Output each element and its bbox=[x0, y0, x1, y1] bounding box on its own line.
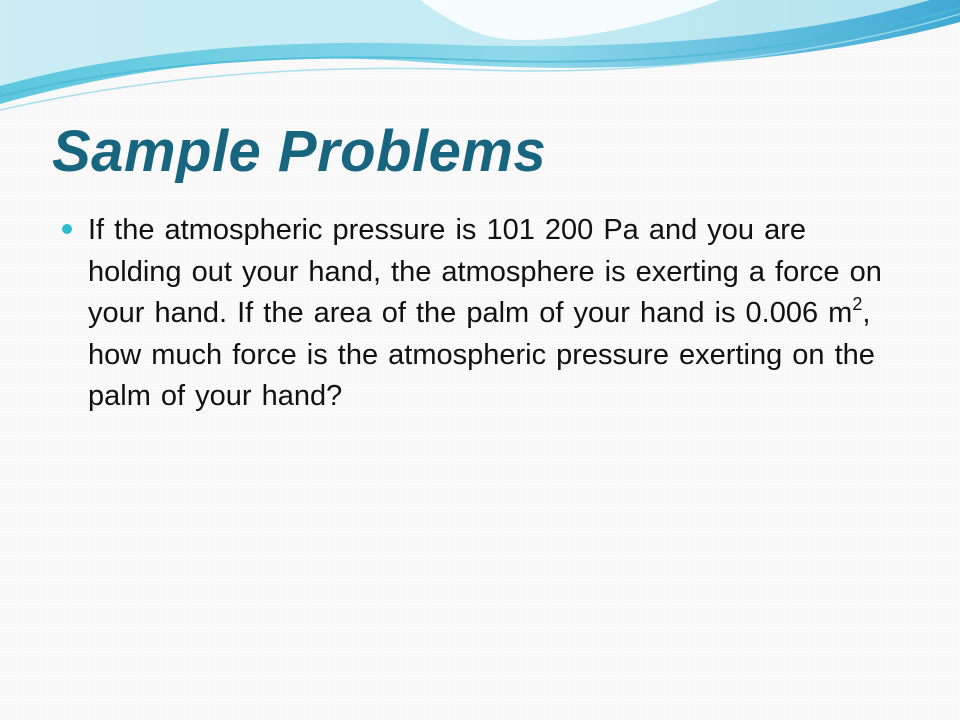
bullet-superscript: 2 bbox=[852, 294, 863, 314]
header-wave-decoration bbox=[0, 0, 960, 120]
bullet-item bbox=[58, 210, 908, 418]
slide-content bbox=[58, 210, 908, 418]
bullet-dot-icon bbox=[62, 224, 72, 234]
bullet-text-part2: , how much force is the atmospheric pressure exerting on the palm of your hand? bbox=[88, 297, 875, 412]
bullet-text bbox=[88, 210, 908, 418]
bullet-text-part1: If the atmospheric pressure is 101 200 Pa and you are holding out your hand, the atmosphere is exerting a force on your hand. If the area of the palm of your hand is 0.006 m bbox=[88, 214, 882, 329]
slide-title: Sample Problems bbox=[52, 119, 547, 184]
